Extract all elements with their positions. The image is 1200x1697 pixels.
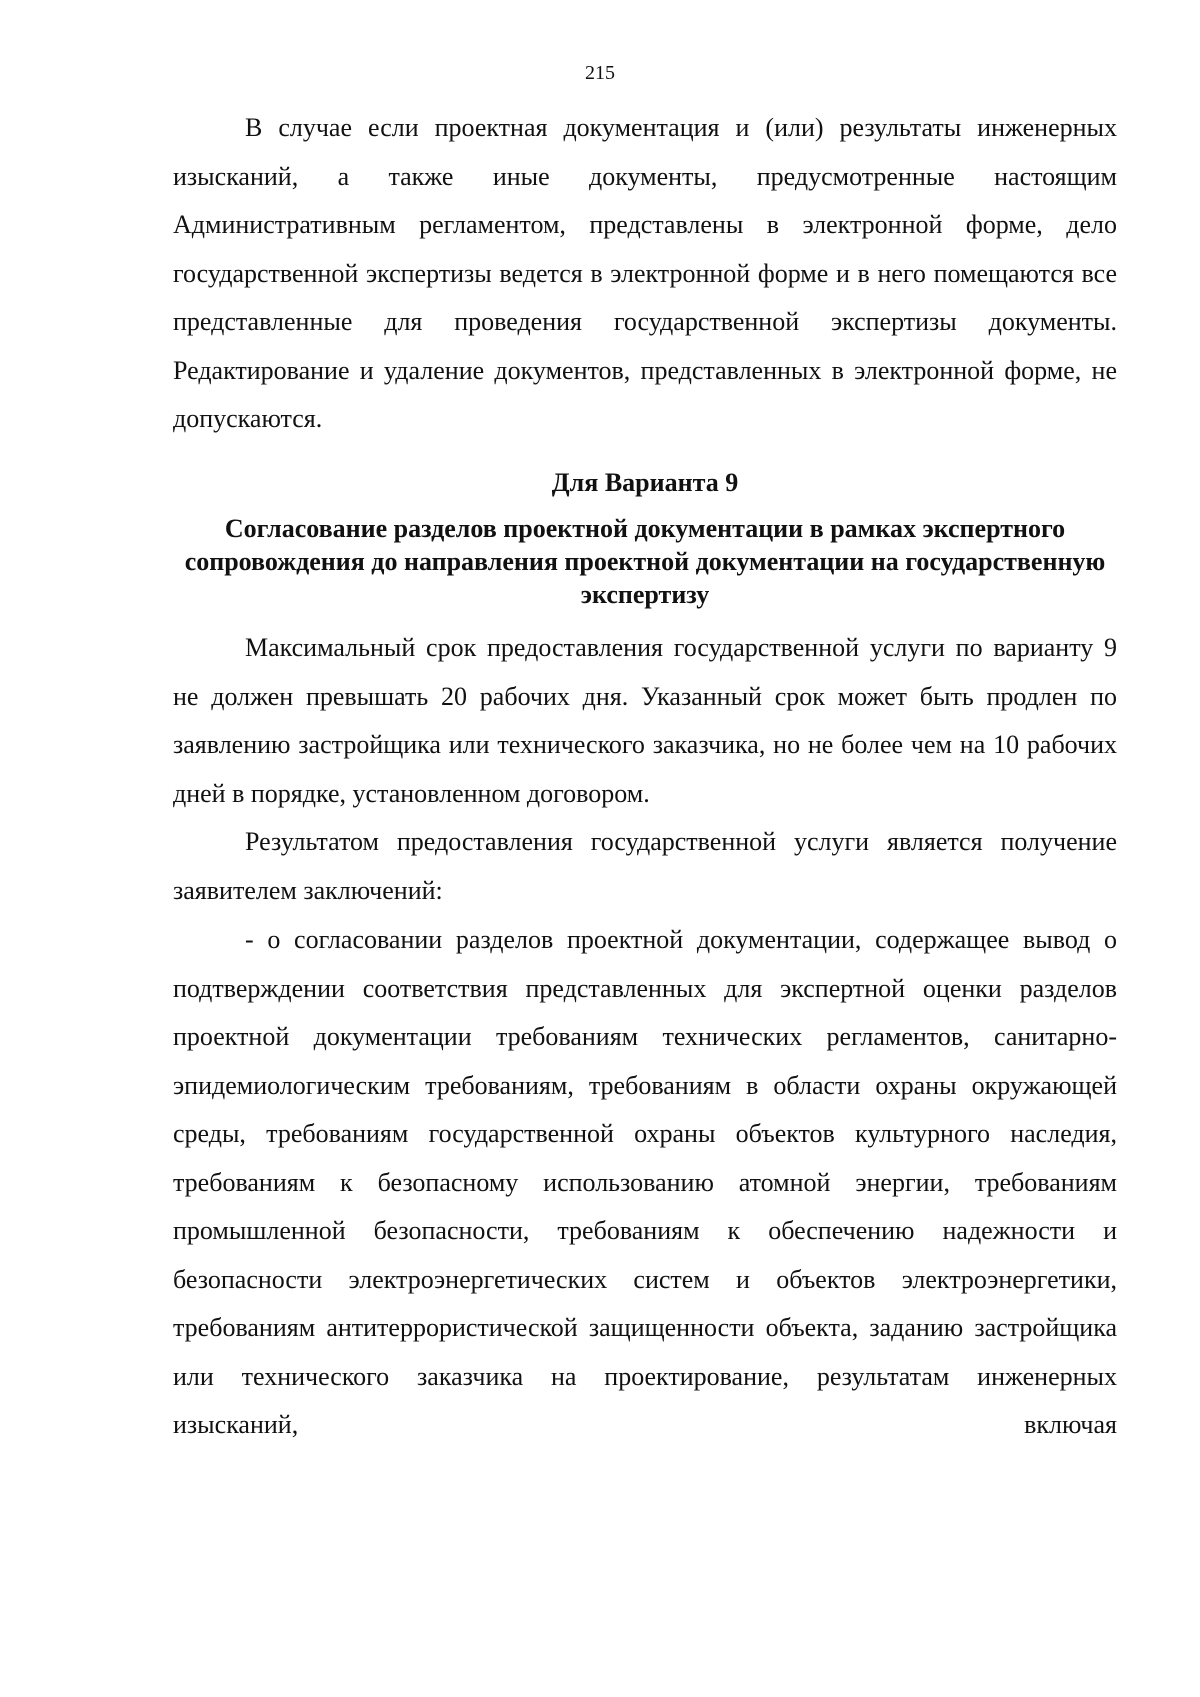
page-number: 215 xyxy=(585,62,615,84)
paragraph-approval-conclusion: - о согласовании разделов проектной документации, содержащее вывод о подтверждении соответствия представленных для экспертной оценки разделов проектной документации требованиям технических регламентов, санитарно-эпидемиологическим требованиям, требованиям в области охраны окружающей среды, требованиям государственной охраны объектов культурного наследия, требованиям к безопасному использованию атомной энергии, требованиям промышленной безопасности, требованиям к обеспечению надежности и безопасности электроэнергетических систем и объектов электроэнергетики, требованиям антитеррористической защищенности объекта, заданию застройщика или технического заказчика на проектирование, результатам инженерных изысканий, включая xyxy=(173,925,1117,1439)
paragraph-electronic-documents: В случае если проектная документация и (или) результаты инженерных изысканий, а также иные документы, предусмотренные настоящим Административным регламентом, представлены в электронной форме, дело государственной экспертизы ведется в электронной форме и в него помещаются все представленные для проведения государственной экспертизы документы. Редактирование и удаление документов, представленных в электронной форме, не допускаются. xyxy=(173,113,1117,433)
paragraph-result: Результатом предоставления государственной услуги является получение заявителем заключений: xyxy=(173,827,1117,905)
section-title: Согласование разделов проектной документации в рамках экспертного сопровождения до направления проектной документации на государственную экспертизу xyxy=(184,514,1106,609)
paragraph-max-term: Максимальный срок предоставления государственной услуги по варианту 9 не должен превышать 20 рабочих дня. Указанный срок может быть продлен по заявлению застройщика или технического заказчика, но не более чем на 10 рабочих дней в порядке, установленном договором. xyxy=(173,633,1117,808)
variant-heading: Для Варианта 9 xyxy=(551,468,739,497)
